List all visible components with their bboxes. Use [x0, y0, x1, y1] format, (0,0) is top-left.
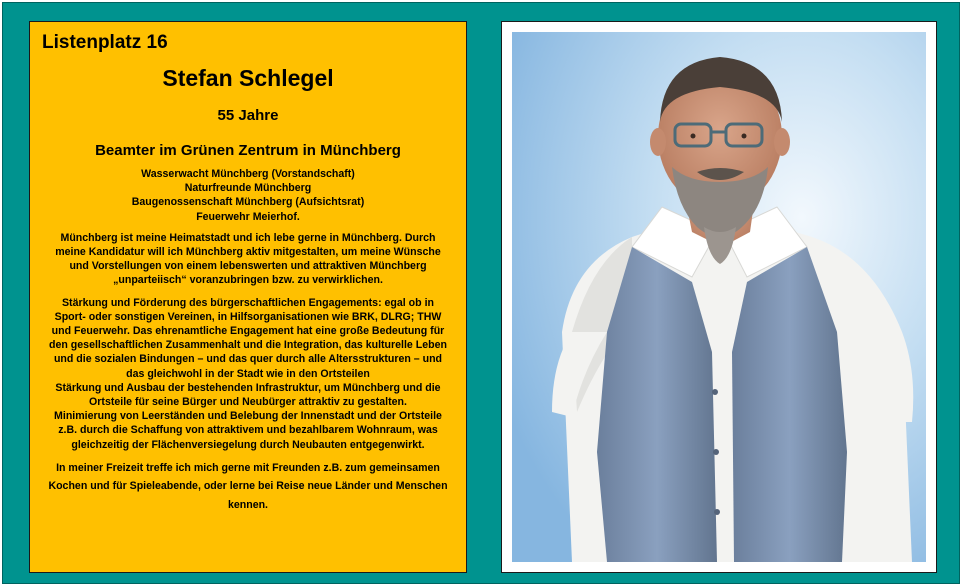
teal-frame [2, 2, 960, 584]
text-line: Stärkung und Förderung des bürgerschaftlichen Engagements: egal ob in [61, 296, 434, 309]
text-line: das gleichwohl in der Stadt wie in den Ortsteilen [126, 367, 370, 380]
text-line: Sport- oder sonstigen Vereinen, in Hilfsorganisationen wie BRK, DLRG; THW [54, 310, 442, 323]
organization-item: Baugenossenschaft Münchberg (Aufsichtsrat) [131, 196, 365, 209]
text-line: und Feuerwehr. Das ehrenamtliche Engagement hat eine große Bedeutung für [51, 325, 445, 338]
paragraph-leerstand [40, 409, 456, 452]
text-line: In meiner Freizeit treffe ich mich gerne mit Freunden z.B. zum gemeinsamen [56, 461, 440, 474]
paragraph-infrastructure [40, 381, 456, 409]
text-line: „unparteiisch“ voranzubringen bzw. zu verwirklichen. [113, 274, 383, 287]
text-line: Ortsteile für seine Bürger und Neubürger attraktiv zu gestalten. [89, 396, 407, 409]
list-position: Listenplatz 16 [42, 32, 168, 53]
organization-item: Wasserwacht Münchberg (Vorstandschaft) [141, 168, 355, 180]
portrait-illustration [512, 32, 926, 562]
text-line: kennen. [227, 498, 269, 511]
text-line: den gesellschaftlichen Zusammenhalt und die Integration, das kulturelle Leben [49, 339, 447, 352]
text-line: gleichzeitig der Flächenversiegelung durch Neubauten entgegenwirkt. [71, 438, 425, 451]
organizations-list [40, 167, 456, 224]
candidate-info-panel [29, 21, 467, 573]
paragraph-freizeit [40, 459, 456, 515]
text-line: meine Kandidatur will ich Münchberg aktiv mitgestalten, um meine Wünsche [55, 246, 441, 259]
text-line: und Vorstellungen von einem lebenswerten und attraktiven Münchberg [69, 260, 427, 273]
text-line: und die sozialen Bindungen – und das quer durch alle Altersstrukturen – und [53, 353, 443, 366]
text-line: Kochen und für Spieleabende, oder lerne bei Reise neue Länder und Menschen [48, 480, 448, 493]
text-line: Minimierung von Leerständen und Belebung der Innenstadt und der Ortsteile [54, 410, 442, 423]
organization-item: Naturfreunde Münchberg [184, 182, 312, 195]
candidate-name: Stefan Schlegel [162, 65, 334, 91]
text-line: Münchberg ist meine Heimatstadt und ich lebe gerne in Münchberg. Durch [60, 231, 436, 244]
photo-frame [501, 21, 937, 573]
text-line: z.B. durch die Schaffung von attraktivem und bezahlbarem Wohnraum, was [58, 424, 438, 437]
text-line: Stärkung und Ausbau der bestehenden Infrastruktur, um Münchberg und die [55, 381, 441, 394]
paragraph-engagement [40, 296, 456, 381]
candidate-portrait [512, 32, 926, 562]
candidate-occupation: Beamter im Grünen Zentrum in Münchberg [95, 142, 401, 159]
candidate-age: 55 Jahre [217, 107, 279, 124]
paragraph-intro [40, 231, 456, 288]
organization-item: Feuerwehr Meierhof. [196, 210, 300, 223]
